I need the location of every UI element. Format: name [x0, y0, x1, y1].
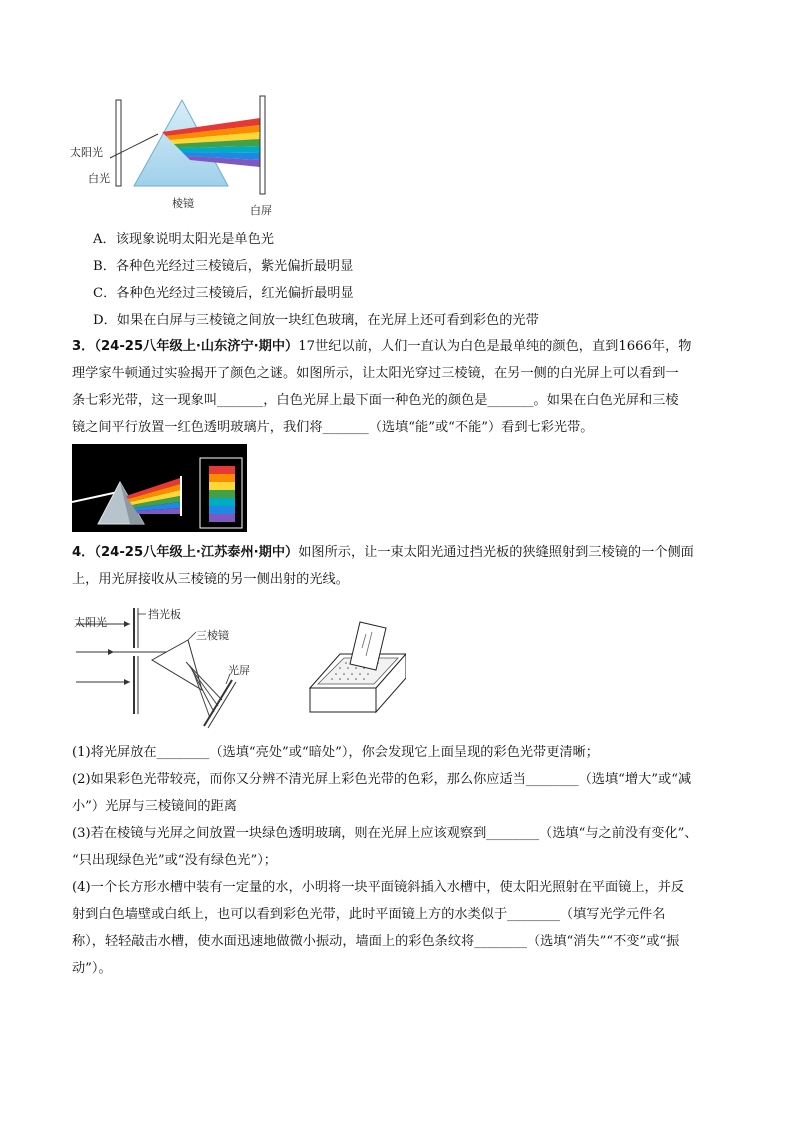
- figure-slit-prism-screen: [70, 602, 270, 732]
- white-screen-label: 白屏: [250, 204, 272, 217]
- q4-part-4-line-2: 射到白色墙壁或白纸上，也可以看到彩色光带，此时平面镜上方的水类似于________（填写光学元件名: [72, 907, 666, 922]
- prism-label: 棱镜: [172, 197, 194, 210]
- option-a: A．该现象说明太阳光是单色光: [93, 232, 274, 247]
- q4-source: （24-25八年级上·江苏泰州·期中）: [94, 545, 299, 560]
- prism-spectrum-photo: [72, 444, 247, 532]
- q4-part-2-line-1: (2)如果彩色光带较亮，而你又分辨不清光屏上彩色光带的色彩，那么你应适当________（选填“增大”或“减: [72, 772, 692, 787]
- q4-part-4-line-3: 称），轻轻敲击水槽，使水面迅速地做微小振动，墙面上的彩色条纹将________（选填“消失”“不变”或“振: [72, 934, 680, 949]
- q4-part-4-line-1: (4)一个长方形水槽中装有一定量的水，小明将一块平面镜斜插入水槽中，使太阳光照射在平面镜上，并反: [72, 880, 685, 895]
- q3-text: 17世纪以前，人们一直认为白色是最单纯的颜色，直到1666年，物: [298, 339, 692, 354]
- option-c: C．各种色光经过三棱镜后，红光偏折最明显: [93, 286, 354, 301]
- q3-line-3: 条七彩光带，这一现象叫_______，白色光屏上最下面一种色光的颜色是_______。如果在白色光屏和三棱: [72, 393, 679, 408]
- q4-part-2-line-2: 小”）光屏与三棱镜间的距离: [72, 799, 237, 814]
- q4-part-3-line-1: (3)若在棱镜与光屏之间放置一块绿色透明玻璃，则在光屏上应该观察到________（选填“与之前没有变化”、: [72, 826, 698, 841]
- q4-line-1: [72, 543, 732, 562]
- q3-line-4: 镜之间平行放置一红色透明玻璃片，我们将_______（选填“能”或“不能”）看到七彩光带。: [72, 420, 594, 435]
- q4-sunlight-label: 太阳光: [74, 616, 107, 629]
- white-light-label: 白光: [88, 172, 110, 185]
- q3-line-1: [72, 337, 732, 356]
- light-screen-label: 光屏: [228, 664, 250, 677]
- q4-part-1: (1)将光屏放在________（选填“亮处”或“暗处”），你会发现它上面呈现的彩色光带更清晰；: [72, 745, 599, 760]
- option-d: D．如果在白屏与三棱镜之间放一块红色玻璃，在光屏上还可看到彩色的光带: [93, 313, 539, 328]
- q4-number: 4．: [72, 545, 95, 560]
- q4-prism-label: 三棱镜: [196, 629, 229, 642]
- q4-intro-text: 如图所示，让一束太阳光通过挡光板的狭缝照射到三棱镜的一个侧面: [298, 545, 694, 560]
- q3-source: （24-25八年级上·山东济宁·期中）: [94, 339, 299, 354]
- water-tank-mirror-diagram: [306, 618, 406, 714]
- q4-line-2: 上，用光屏接收从三棱镜的另一侧出射的光线。: [72, 572, 349, 587]
- q4-part-3-line-2: “只出现绿色光”或“没有绿色光”）；: [72, 853, 277, 868]
- q4-part-4-line-4: 动”）。: [72, 961, 112, 976]
- sunlight-label: 太阳光: [70, 146, 103, 159]
- figure-water-tank: [306, 618, 406, 714]
- q3-line-2: 理学家牛顿通过实验揭开了颜色之谜。如图所示，让太阳光穿过三棱镜，在另一侧的白光屏上可以看到一: [72, 366, 679, 381]
- option-b: B．各种色光经过三棱镜后，紫光偏折最明显: [93, 259, 354, 274]
- figure-prism-dispersion: [70, 94, 280, 219]
- figure-prism-spectrum-photo: [72, 444, 247, 532]
- slit-board-label: 挡光板: [148, 608, 181, 621]
- q3-number: 3．: [72, 339, 95, 354]
